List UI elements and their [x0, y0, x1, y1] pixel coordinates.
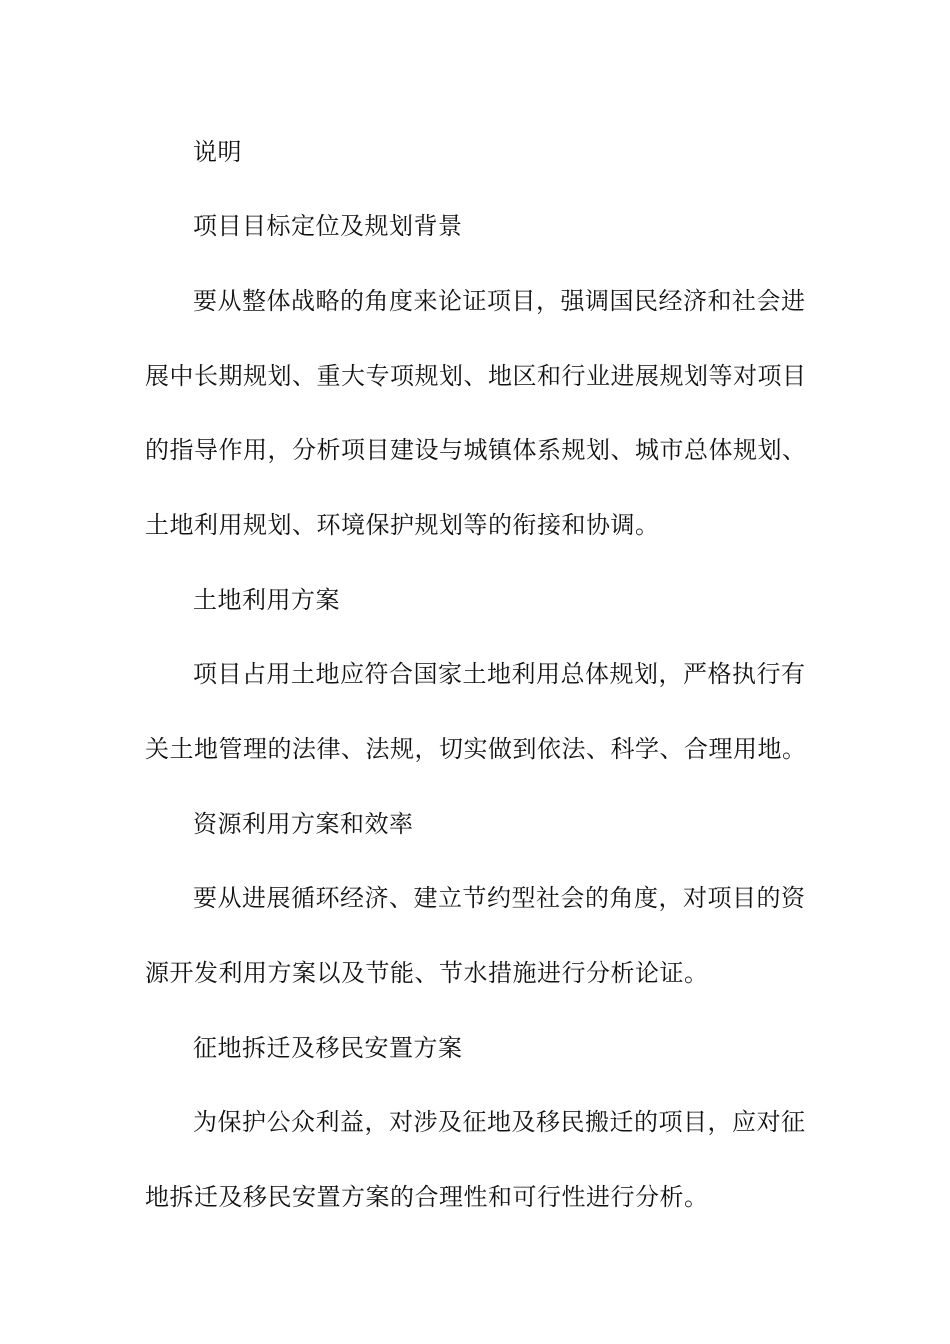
paragraph-line: 要从整体战略的角度来论证项目，强调国民经济和社会进 [193, 287, 806, 315]
heading-explanation: 说明 [193, 138, 242, 166]
heading-resource-use: 资源利用方案和效率 [193, 810, 414, 838]
paragraph-line: 源开发利用方案以及节能、节水措施进行分析论证。 [145, 959, 709, 987]
heading-land-use: 土地利用方案 [193, 586, 340, 614]
paragraph-line: 展中长期规划、重大专项规划、地区和行业进展规划等对项目 [145, 362, 807, 390]
paragraph-line: 项目占用土地应符合国家土地利用总体规划，严格执行有 [193, 660, 806, 688]
paragraph-line: 地拆迁及移民安置方案的合理性和可行性进行分析。 [145, 1183, 709, 1211]
paragraph-line: 为保护公众利益，对涉及征地及移民搬迁的项目，应对征 [193, 1108, 806, 1136]
heading-project-positioning: 项目目标定位及规划背景 [193, 212, 463, 240]
heading-resettlement: 征地拆迁及移民安置方案 [193, 1034, 463, 1062]
paragraph-line: 土地利用规划、环境保护规划等的衔接和协调。 [145, 511, 660, 539]
paragraph-line: 要从进展循环经济、建立节约型社会的角度，对项目的资 [193, 884, 806, 912]
paragraph-line: 的指导作用，分析项目建设与城镇体系规划、城市总体规划、 [145, 436, 807, 464]
paragraph-line: 关土地管理的法律、法规，切实做到依法、科学、合理用地。 [145, 735, 807, 763]
